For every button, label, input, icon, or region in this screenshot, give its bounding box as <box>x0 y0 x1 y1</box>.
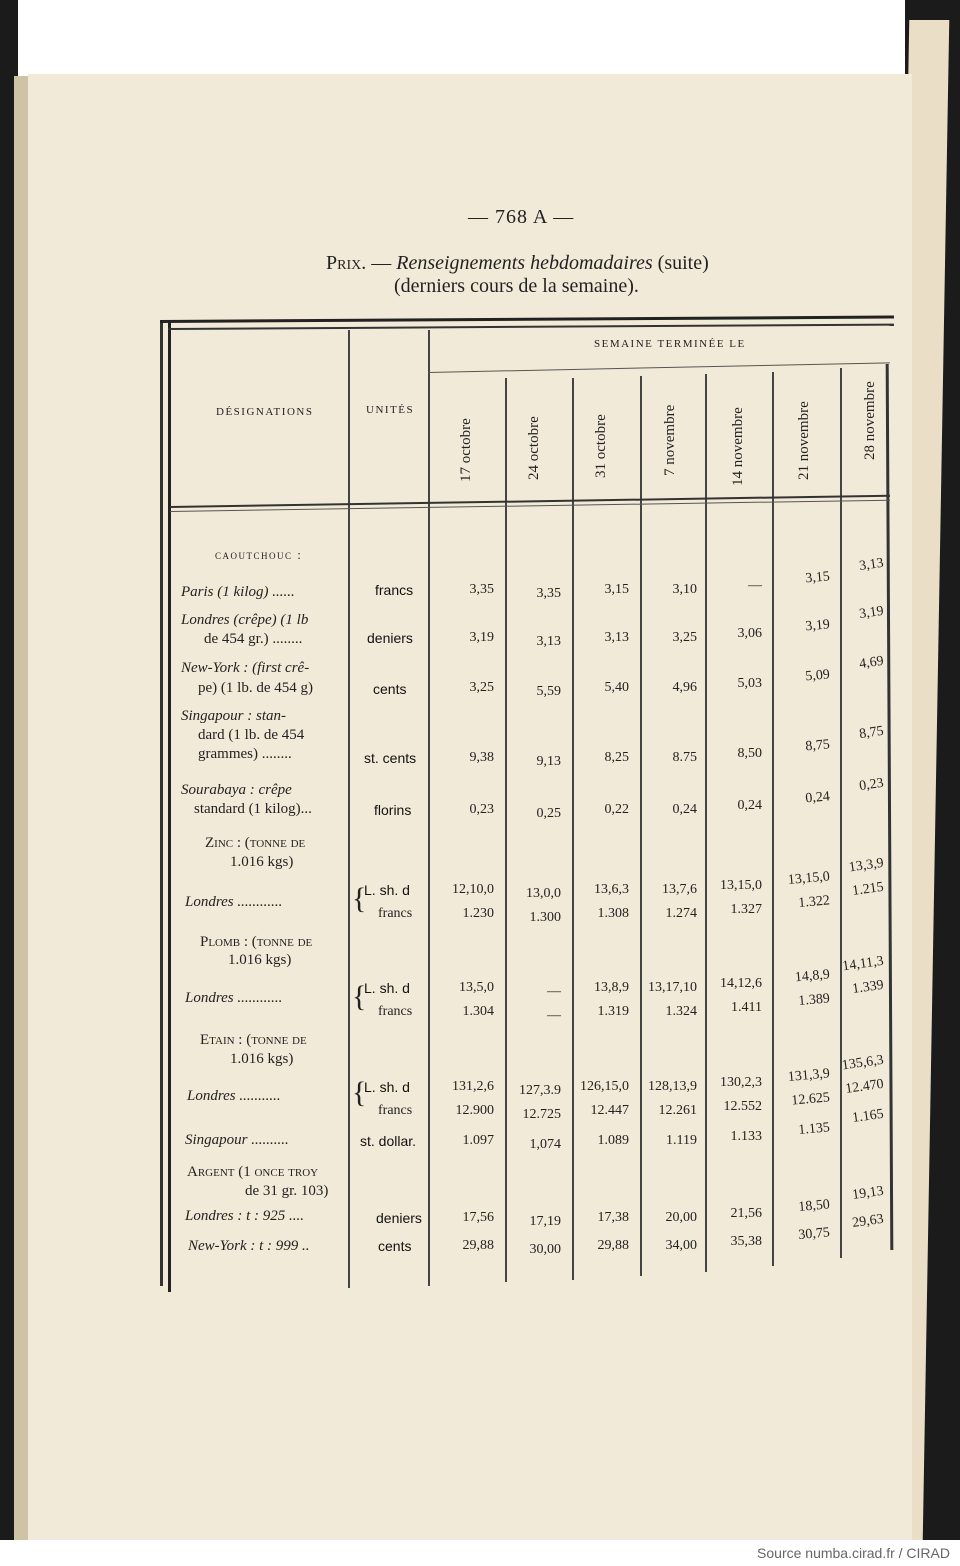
table-cell: 4,96 <box>672 680 697 695</box>
table-cell: 29,88 <box>462 1238 494 1253</box>
table-cell: 29,63 <box>851 1211 885 1232</box>
row-label-sourabaya-1: Sourabaya : crêpe <box>181 782 292 798</box>
page-number: — 768 A — <box>468 206 575 228</box>
row-label-etain-singapour: Singapour .......... <box>185 1132 289 1148</box>
table-cell: — <box>748 578 762 593</box>
table-cell: 8,75 <box>804 737 831 755</box>
table-cell: 5,59 <box>536 684 561 699</box>
unit-newyork: cents <box>373 681 407 697</box>
row-label-zinc-londres: Londres ............ <box>185 894 283 910</box>
table-cell: 8,50 <box>737 746 762 761</box>
table-cell: — <box>547 1008 561 1023</box>
table-cell: 20,00 <box>665 1210 697 1225</box>
header-date-6: 21 novembre <box>796 401 812 480</box>
table-cell: 3,13 <box>858 555 885 575</box>
table-cell: 5,03 <box>737 676 762 691</box>
header-rule-semaine <box>428 362 890 373</box>
table-cell: 3,35 <box>536 586 561 601</box>
table-cell: 8.75 <box>672 750 697 765</box>
table-cell: 35,38 <box>730 1234 762 1249</box>
table-cell: — <box>547 984 561 999</box>
table-cell: 1.339 <box>851 977 885 998</box>
section-caoutchouc: caoutchouc : <box>215 547 303 562</box>
header-unites: UNITÉS <box>366 404 415 416</box>
table-cell: 21,56 <box>730 1206 762 1221</box>
table-cell: 13,15,0 <box>720 878 762 893</box>
table-cell: 12.470 <box>844 1076 885 1097</box>
table-cell: 5,40 <box>604 680 629 695</box>
table-cell: 4,69 <box>858 653 885 673</box>
section-etain-line2: 1.016 kgs) <box>230 1051 294 1067</box>
table-cell: 135,6,3 <box>840 1052 885 1074</box>
table-cell: 0,23 <box>858 775 885 795</box>
table-cell: 13,3,9 <box>847 855 885 876</box>
table-cell: 14,8,9 <box>794 967 831 986</box>
table-cell: 1.308 <box>597 906 629 921</box>
title-suffix: (suite) <box>657 252 709 274</box>
row-label-plomb-londres: Londres ............ <box>185 990 283 1006</box>
table-cell: 1.324 <box>665 1004 697 1019</box>
table-cell: 1.304 <box>462 1004 494 1019</box>
table-cell: 1.300 <box>529 910 561 925</box>
price-table <box>160 320 900 1292</box>
table-cell: 13,17,10 <box>648 980 697 995</box>
section-zinc-line1: Zinc : (tonne de <box>205 835 306 851</box>
unit-etain-singapour: st. dollar. <box>360 1133 417 1149</box>
table-cell: 1.089 <box>597 1133 629 1148</box>
table-cell: 12,10,0 <box>452 882 494 897</box>
table-cell: 130,2,3 <box>720 1075 762 1090</box>
unit-zinc-francs: francs <box>378 906 413 921</box>
row-label-singapour-1: Singapour : stan- <box>181 708 286 724</box>
table-cell: 5,09 <box>804 667 831 685</box>
row-label-paris: Paris (1 kilog) ...... <box>181 584 295 600</box>
table-cell: 0,22 <box>604 802 629 817</box>
table-cell: 131,2,6 <box>452 1079 494 1094</box>
table-cell: 12.725 <box>522 1107 561 1122</box>
table-cell: 1.389 <box>797 991 831 1010</box>
table-frame-right <box>886 364 894 1250</box>
table-cell: 13,15,0 <box>787 869 831 888</box>
table-frame-inner-left <box>168 320 171 1292</box>
unit-paris: francs <box>375 582 414 598</box>
table-cell: 0,24 <box>737 798 762 813</box>
unit-argent-newyork: cents <box>378 1238 412 1254</box>
table-cell: 1.119 <box>666 1133 697 1148</box>
table-cell: 1.274 <box>665 906 697 921</box>
brace-zinc: { <box>352 882 367 915</box>
table-cell: 12.552 <box>723 1099 762 1114</box>
table-cell: 34,00 <box>665 1238 697 1253</box>
row-label-singapour-2: dard (1 lb. de 454 <box>198 727 305 743</box>
table-cell: 13,0,0 <box>526 886 561 901</box>
page-title <box>326 252 709 275</box>
table-cell: 12.447 <box>590 1103 629 1118</box>
table-cell: 3,25 <box>469 680 494 695</box>
table-cell: 3,15 <box>804 569 831 587</box>
table-cell: 1.135 <box>797 1120 831 1139</box>
title-main: Renseignements hebdomadaires <box>396 252 653 274</box>
section-plomb-line2: 1.016 kgs) <box>228 952 292 968</box>
header-date-4: 7 novembre <box>662 404 678 476</box>
section-zinc-line2: 1.016 kgs) <box>230 854 294 870</box>
row-label-etain-londres: Londres ........... <box>187 1088 281 1104</box>
table-cell: 0,23 <box>469 802 494 817</box>
table-cell: 1.411 <box>731 1000 762 1015</box>
brace-etain: { <box>352 1076 367 1109</box>
table-cell: 1.230 <box>462 906 494 921</box>
table-cell: 0,25 <box>536 806 561 821</box>
table-cell: 17,56 <box>462 1210 494 1225</box>
header-date-5: 14 novembre <box>730 407 746 486</box>
row-label-newyork-2: pe) (1 lb. de 454 g) <box>198 680 313 696</box>
title-dash: — <box>371 252 392 274</box>
table-cell: 8,75 <box>858 723 885 743</box>
unit-sourabaya: florins <box>374 802 412 818</box>
page-subtitle: (derniers cours de la semaine). <box>394 275 639 297</box>
table-cell: 1.133 <box>730 1129 762 1144</box>
table-cell: 1.097 <box>462 1133 494 1148</box>
table-cell: 18,50 <box>797 1197 831 1216</box>
col-sep-designations <box>348 330 350 1288</box>
unit-etain-lsd: L. sh. d <box>364 1079 410 1095</box>
table-cell: 13,8,9 <box>594 980 629 995</box>
unit-etain-francs: francs <box>378 1103 413 1118</box>
brace-plomb: { <box>352 980 367 1013</box>
table-cell: 3,35 <box>469 582 494 597</box>
table-cell: 3,15 <box>604 582 629 597</box>
section-plomb-line1: Plomb : (tonne de <box>200 934 313 950</box>
row-label-londres-crepe-1: Londres (crêpe) (1 lb <box>181 612 309 628</box>
header-designations: DÉSIGNATIONS <box>216 406 314 418</box>
header-date-7: 28 novembre <box>862 381 878 460</box>
table-cell: 17,38 <box>597 1210 629 1225</box>
section-argent-line2: de 31 gr. 103) <box>245 1183 329 1199</box>
title-prefix: Prix. <box>326 252 367 274</box>
table-cell: 13,7,6 <box>662 882 697 897</box>
row-label-singapour-3: grammes) ........ <box>198 746 292 762</box>
header-date-2: 24 octobre <box>526 416 542 480</box>
table-cell: 3,13 <box>604 630 629 645</box>
table-cell: 8,25 <box>604 750 629 765</box>
row-label-sourabaya-2: standard (1 kilog)... <box>194 801 312 817</box>
table-cell: 9,13 <box>536 754 561 769</box>
row-label-londres-crepe-2: de 454 gr.) ........ <box>204 631 303 647</box>
row-label-argent-newyork: New-York : t : 999 .. <box>188 1238 310 1254</box>
table-cell: 128,13,9 <box>648 1079 697 1094</box>
unit-singapour: st. cents <box>364 750 417 766</box>
table-cell: 0,24 <box>672 802 697 817</box>
unit-plomb-francs: francs <box>378 1004 413 1019</box>
table-cell: 3,13 <box>536 634 561 649</box>
section-etain-line1: Etain : (tonne de <box>200 1032 307 1048</box>
table-cell: 3,19 <box>469 630 494 645</box>
table-cell: 0,24 <box>804 789 831 807</box>
row-label-newyork-1: New-York : (first crê- <box>181 660 310 676</box>
table-cell: 13,5,0 <box>459 980 494 995</box>
col-sep-units <box>428 330 430 1286</box>
source-credit: Source numba.cirad.fr / CIRAD <box>757 1545 950 1561</box>
table-cell: 3,25 <box>672 630 697 645</box>
table-cell: 9,38 <box>469 750 494 765</box>
table-cell: 12.261 <box>658 1103 697 1118</box>
table-cell: 19,13 <box>851 1183 885 1204</box>
table-cell: 1.322 <box>797 893 831 912</box>
table-cell: 30,00 <box>529 1242 561 1257</box>
table-cell: 29,88 <box>597 1238 629 1253</box>
section-argent-line1: Argent (1 once troy <box>187 1164 319 1180</box>
table-cell: 12.625 <box>790 1090 831 1109</box>
unit-londres-crepe: deniers <box>367 630 413 646</box>
unit-argent-londres: deniers <box>376 1210 422 1226</box>
table-cell: 1.327 <box>730 902 762 917</box>
table-cell: 30,75 <box>797 1225 831 1244</box>
table-cell: 127,3.9 <box>519 1083 561 1098</box>
header-semaine: SEMAINE TERMINÉE LE <box>594 338 746 350</box>
table-cell: 3,10 <box>672 582 697 597</box>
unit-zinc-lsd: L. sh. d <box>364 882 410 898</box>
table-cell: 126,15,0 <box>580 1079 629 1094</box>
table-cell: 13,6,3 <box>594 882 629 897</box>
table-frame-top-inner <box>168 324 894 330</box>
header-date-1: 17 octobre <box>458 418 474 482</box>
table-cell: 1,074 <box>529 1137 561 1152</box>
table-cell: 14,11,3 <box>841 953 885 975</box>
table-cell: 12.900 <box>455 1103 494 1118</box>
table-cell: 17,19 <box>529 1214 561 1229</box>
table-cell: 14,12,6 <box>720 976 762 991</box>
table-cell: 1.165 <box>851 1106 885 1127</box>
table-frame-outer-left <box>160 320 163 1286</box>
table-cell: 3,06 <box>737 626 762 641</box>
table-cell: 1.215 <box>851 879 885 900</box>
table-cell: 3,19 <box>804 617 831 635</box>
header-date-3: 31 octobre <box>593 414 609 478</box>
row-label-argent-londres: Londres : t : 925 .... <box>185 1208 305 1224</box>
table-cell: 1.319 <box>597 1004 629 1019</box>
table-cell: 3,19 <box>858 603 885 623</box>
table-cell: 131,3,9 <box>787 1066 831 1085</box>
unit-plomb-lsd: L. sh. d <box>364 980 410 996</box>
